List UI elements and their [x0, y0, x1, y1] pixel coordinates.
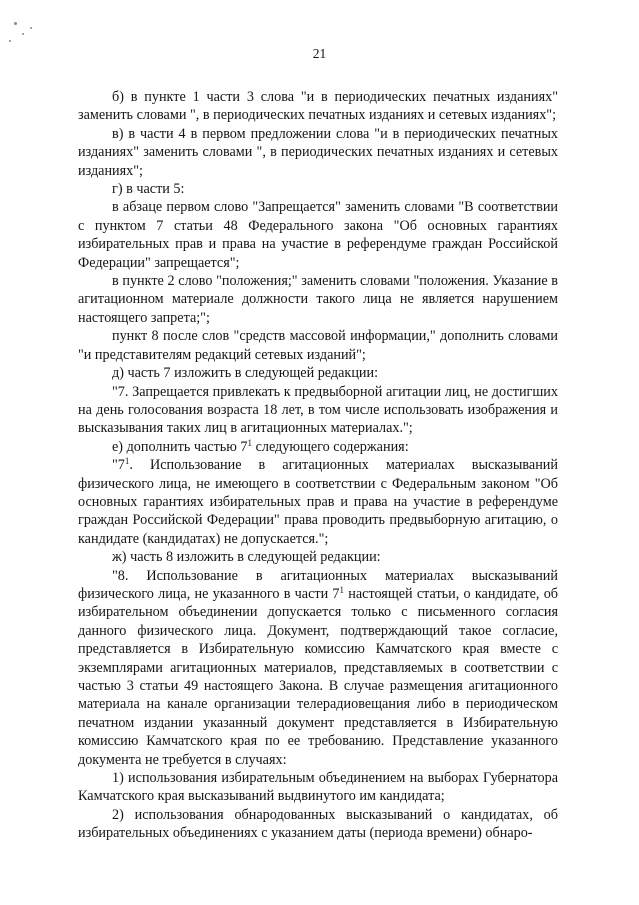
paragraph: "7. Запрещается привлекать к предвыборной агитации лиц, не достигших на день голосования возраста 18 лет, в том числе использовать изображения и высказывания таких лиц в агитационных материалах.";: [78, 383, 558, 437]
scan-speck: [9, 40, 11, 42]
superscript: 1: [124, 456, 130, 467]
paragraph: ж) часть 8 изложить в следующей редакции:: [112, 549, 381, 566]
paragraph: г) в части 5:: [112, 181, 185, 198]
paragraph: д) часть 7 изложить в следующей редакции:: [112, 365, 379, 382]
paragraph: в) в части 4 в первом предложении слова "и в периодических печатных изданиях" заменить словами ", в периодических печатных изданиях и сетевых изданиях";: [78, 125, 558, 179]
paragraph: "8. Использование в агитационных материалах высказываний физического лица, не указанного в части $7^1$ настоящей статьи, о кандидате, об избирательном объединении допускается только с письменного согласия данного физического лица. Документ, подтверждающий такое согласие, представляется в Избирательную комиссию Камчатского края вместе с экземплярами агитационных материалов, представляемых в соответствии с частью 3 статьи 49 настоящего Закона. В случае размещения агитационного материала на канале организации телерадиовещания либо в периодическом печатном издании указанный документ представляется в Избирательную комиссию Камчатского края по ее требованию. Представление указанного документа не требуется в случаях:: [78, 567, 559, 768]
paragraph: 1) использования избирательным объединением на выборах Губернатора Камчатского края высказываний выдвинутого им кандидата;: [78, 770, 558, 805]
paragraph: в пункте 2 слово "положения;" заменить словами "положения. Указание в агитационном материале должности такого лица не является нарушением настоящего запрета;";: [78, 273, 558, 326]
page-number: 21: [312, 46, 327, 61]
scan-speck: [30, 27, 32, 29]
superscript: 1: [339, 584, 345, 595]
superscript: 1: [247, 437, 253, 448]
paragraph: е) дополнить частью $7^1$ следующего содержания:: [112, 437, 409, 455]
paragraph: пункт 8 после слов "средств массовой информации," дополнить словами "и представителям редакций сетевых изданий";: [78, 328, 558, 363]
scan-speck: [22, 33, 24, 35]
paragraph: б) в пункте 1 части 3 слова "и в периодических печатных изданиях" заменить словами ", в периодических печатных изданиях и сетевых изданиях";: [78, 89, 558, 124]
paragraph: в абзаце первом слово "Запрещается" заменить словами "В соответствии с пунктом 7 статьи 48 Федерального закона "Об основных гарантиях избирательных прав и права на участие в референдуме граждан Российской Федерации" запрещается";: [78, 199, 558, 271]
paragraph: "$7^1$. Использование в агитационных материалах высказываний физического лица, не имеющего в соответствии с Федеральным законом "Об основных гарантиях избирательных прав и права на участие в референдуме граждан Российской Федерации" права проводить предвыборную агитацию, о кандидате (кандидатах) не допускается.";: [78, 456, 558, 547]
paragraph: 2) использования обнародованных высказываний о кандидатах, об избирательных объединениях с указанием даты (периода времени) обнаро-: [78, 806, 558, 842]
document-body: [78, 88, 558, 843]
scan-speck: [14, 22, 17, 25]
